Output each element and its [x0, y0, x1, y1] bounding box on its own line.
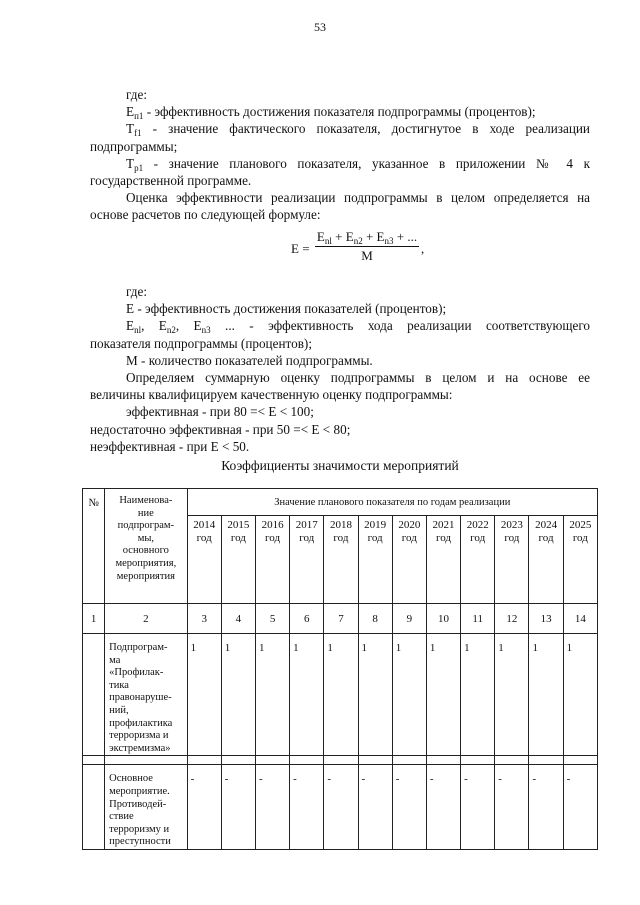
header-year: 2017 год [290, 516, 324, 604]
tf-definition-line1: $T_{f1}$ - значение фактического показателя, достигнутое в ходе реализации [126, 121, 590, 139]
column-number: 12 [495, 604, 529, 634]
column-number: 9 [392, 604, 426, 634]
gap-cell [426, 756, 460, 765]
table-row [83, 634, 598, 756]
tp-definition-line1: $T_{p1}$ - значение планового показателя, указанное в приложении № 4 к [126, 155, 590, 173]
value-cell: - [392, 765, 426, 850]
m-definition: M - количество показателей подпрограммы. [126, 352, 373, 368]
gap-cell [221, 756, 255, 765]
value-cell: - [221, 765, 255, 850]
where-label-1: где: [126, 87, 147, 102]
gap-cell [529, 756, 563, 765]
gap-cell [187, 756, 221, 765]
value-cell: 1 [495, 634, 529, 756]
significance-table [82, 488, 598, 850]
column-number: 6 [290, 604, 324, 634]
value-cell: 1 [392, 634, 426, 756]
value-cell: - [495, 765, 529, 850]
value-cell: - [255, 765, 289, 850]
header-year: 2016 год [255, 516, 289, 604]
en-definition-line1: $E_{nl}$, $E_{n2}$, $E_{n3}$ ... - эффективность хода реализации соответствующего [126, 318, 591, 336]
header-year: 2015 год [221, 516, 255, 604]
row-number-cell [83, 634, 105, 756]
estimate-line1: Оценка эффективности реализации подпрограммы в целом определяется на [126, 190, 590, 206]
header-year: 2023 год [495, 516, 529, 604]
definitions-block-2 [90, 283, 590, 455]
column-number: 3 [187, 604, 221, 634]
table-title: Коэффициенты значимости мероприятий [221, 458, 459, 473]
gap-cell [255, 756, 289, 765]
row-gap [83, 756, 598, 765]
column-number: 14 [563, 604, 597, 634]
value-cell: - [461, 765, 495, 850]
formula-numerator: $E_{nl} + E_{n2} + E_{n3}$ + ... [316, 229, 418, 246]
value-cell: - [529, 765, 563, 850]
value-cell: - [426, 765, 460, 850]
value-cell: 1 [255, 634, 289, 756]
value-cell: 1 [529, 634, 563, 756]
en-definition-line2: показателя подпрограммы (процентов); [90, 335, 312, 351]
header-name: Наименова- ние подпрограм- мы, основного мероприятия, мероприятия [105, 489, 187, 604]
row-number-cell [83, 765, 105, 850]
header-year: 2022 год [461, 516, 495, 604]
table-row [83, 765, 598, 850]
formula-denominator: M [361, 248, 373, 263]
value-cell: 1 [324, 634, 358, 756]
rating-effective: эффективная - при 80 =< E < 100; [126, 404, 314, 420]
gap-cell [563, 756, 597, 765]
estimate-line2: основе расчетов по следующей формуле: [90, 207, 321, 223]
value-cell: - [290, 765, 324, 850]
summary-line2: величины квалифицируем качественную оценку подпрограммы: [90, 387, 453, 403]
gap-cell [105, 756, 187, 765]
rating-ineffective: неэффективная - при E < 50. [90, 438, 250, 454]
row-name: Основное мероприятие. Противодей- ствие терроризму и преступности [105, 765, 187, 850]
gap-cell [392, 756, 426, 765]
row-name: Подпрограм- ма «Профилак- тика правонаруше- ний, профилактика терроризма и экстремизма» [105, 634, 187, 756]
gap-cell [495, 756, 529, 765]
where-label-2: где: [126, 284, 147, 299]
value-cell: 1 [563, 634, 597, 756]
column-number: 4 [221, 604, 255, 634]
header-year: 2020 год [392, 516, 426, 604]
value-cell: - [187, 765, 221, 850]
gap-cell [83, 756, 105, 765]
value-cell: 1 [221, 634, 255, 756]
formula-fraction [315, 229, 419, 264]
header-year: 2018 год [324, 516, 358, 604]
summary-line1: Определяем суммарную оценку подпрограммы в целом и на основе ее [126, 370, 590, 386]
header-year: 2014 год [187, 516, 221, 604]
formula-comma: , [421, 241, 425, 256]
page-number: 53 [314, 20, 326, 34]
ep-definition: $E_{п1}$ - эффективность достижения показателя подпрограммы (процентов); [126, 104, 536, 122]
header-number: № [83, 489, 105, 604]
column-number: 11 [461, 604, 495, 634]
tp-definition-line2: государственной программе. [90, 173, 252, 189]
column-number: 10 [426, 604, 460, 634]
header-year: 2024 год [529, 516, 563, 604]
value-cell: - [563, 765, 597, 850]
value-cell: 1 [290, 634, 324, 756]
column-number: 5 [255, 604, 289, 634]
formula-lhs: E = [291, 241, 310, 256]
value-cell: 1 [426, 634, 460, 756]
header-year: 2021 год [426, 516, 460, 604]
column-number: 1 [83, 604, 105, 634]
value-cell: - [324, 765, 358, 850]
rating-insufficient: недостаточно эффективная - при 50 =< E < 80; [90, 421, 351, 437]
gap-cell [461, 756, 495, 765]
gap-cell [290, 756, 324, 765]
tf-definition-line2: подпрограммы; [90, 138, 178, 154]
header-year: 2025 год [563, 516, 597, 604]
gap-cell [358, 756, 392, 765]
definitions-block-1 [90, 86, 590, 224]
column-number: 13 [529, 604, 563, 634]
header-year: 2019 год [358, 516, 392, 604]
column-number: 8 [358, 604, 392, 634]
value-cell: - [358, 765, 392, 850]
value-cell: 1 [358, 634, 392, 756]
gap-cell [324, 756, 358, 765]
header-plan-values: Значение планового показателя по годам реализации [187, 489, 597, 516]
e-definition: E - эффективность достижения показателей (процентов); [126, 301, 447, 317]
value-cell: 1 [187, 634, 221, 756]
column-number: 2 [105, 604, 187, 634]
column-number: 7 [324, 604, 358, 634]
value-cell: 1 [461, 634, 495, 756]
